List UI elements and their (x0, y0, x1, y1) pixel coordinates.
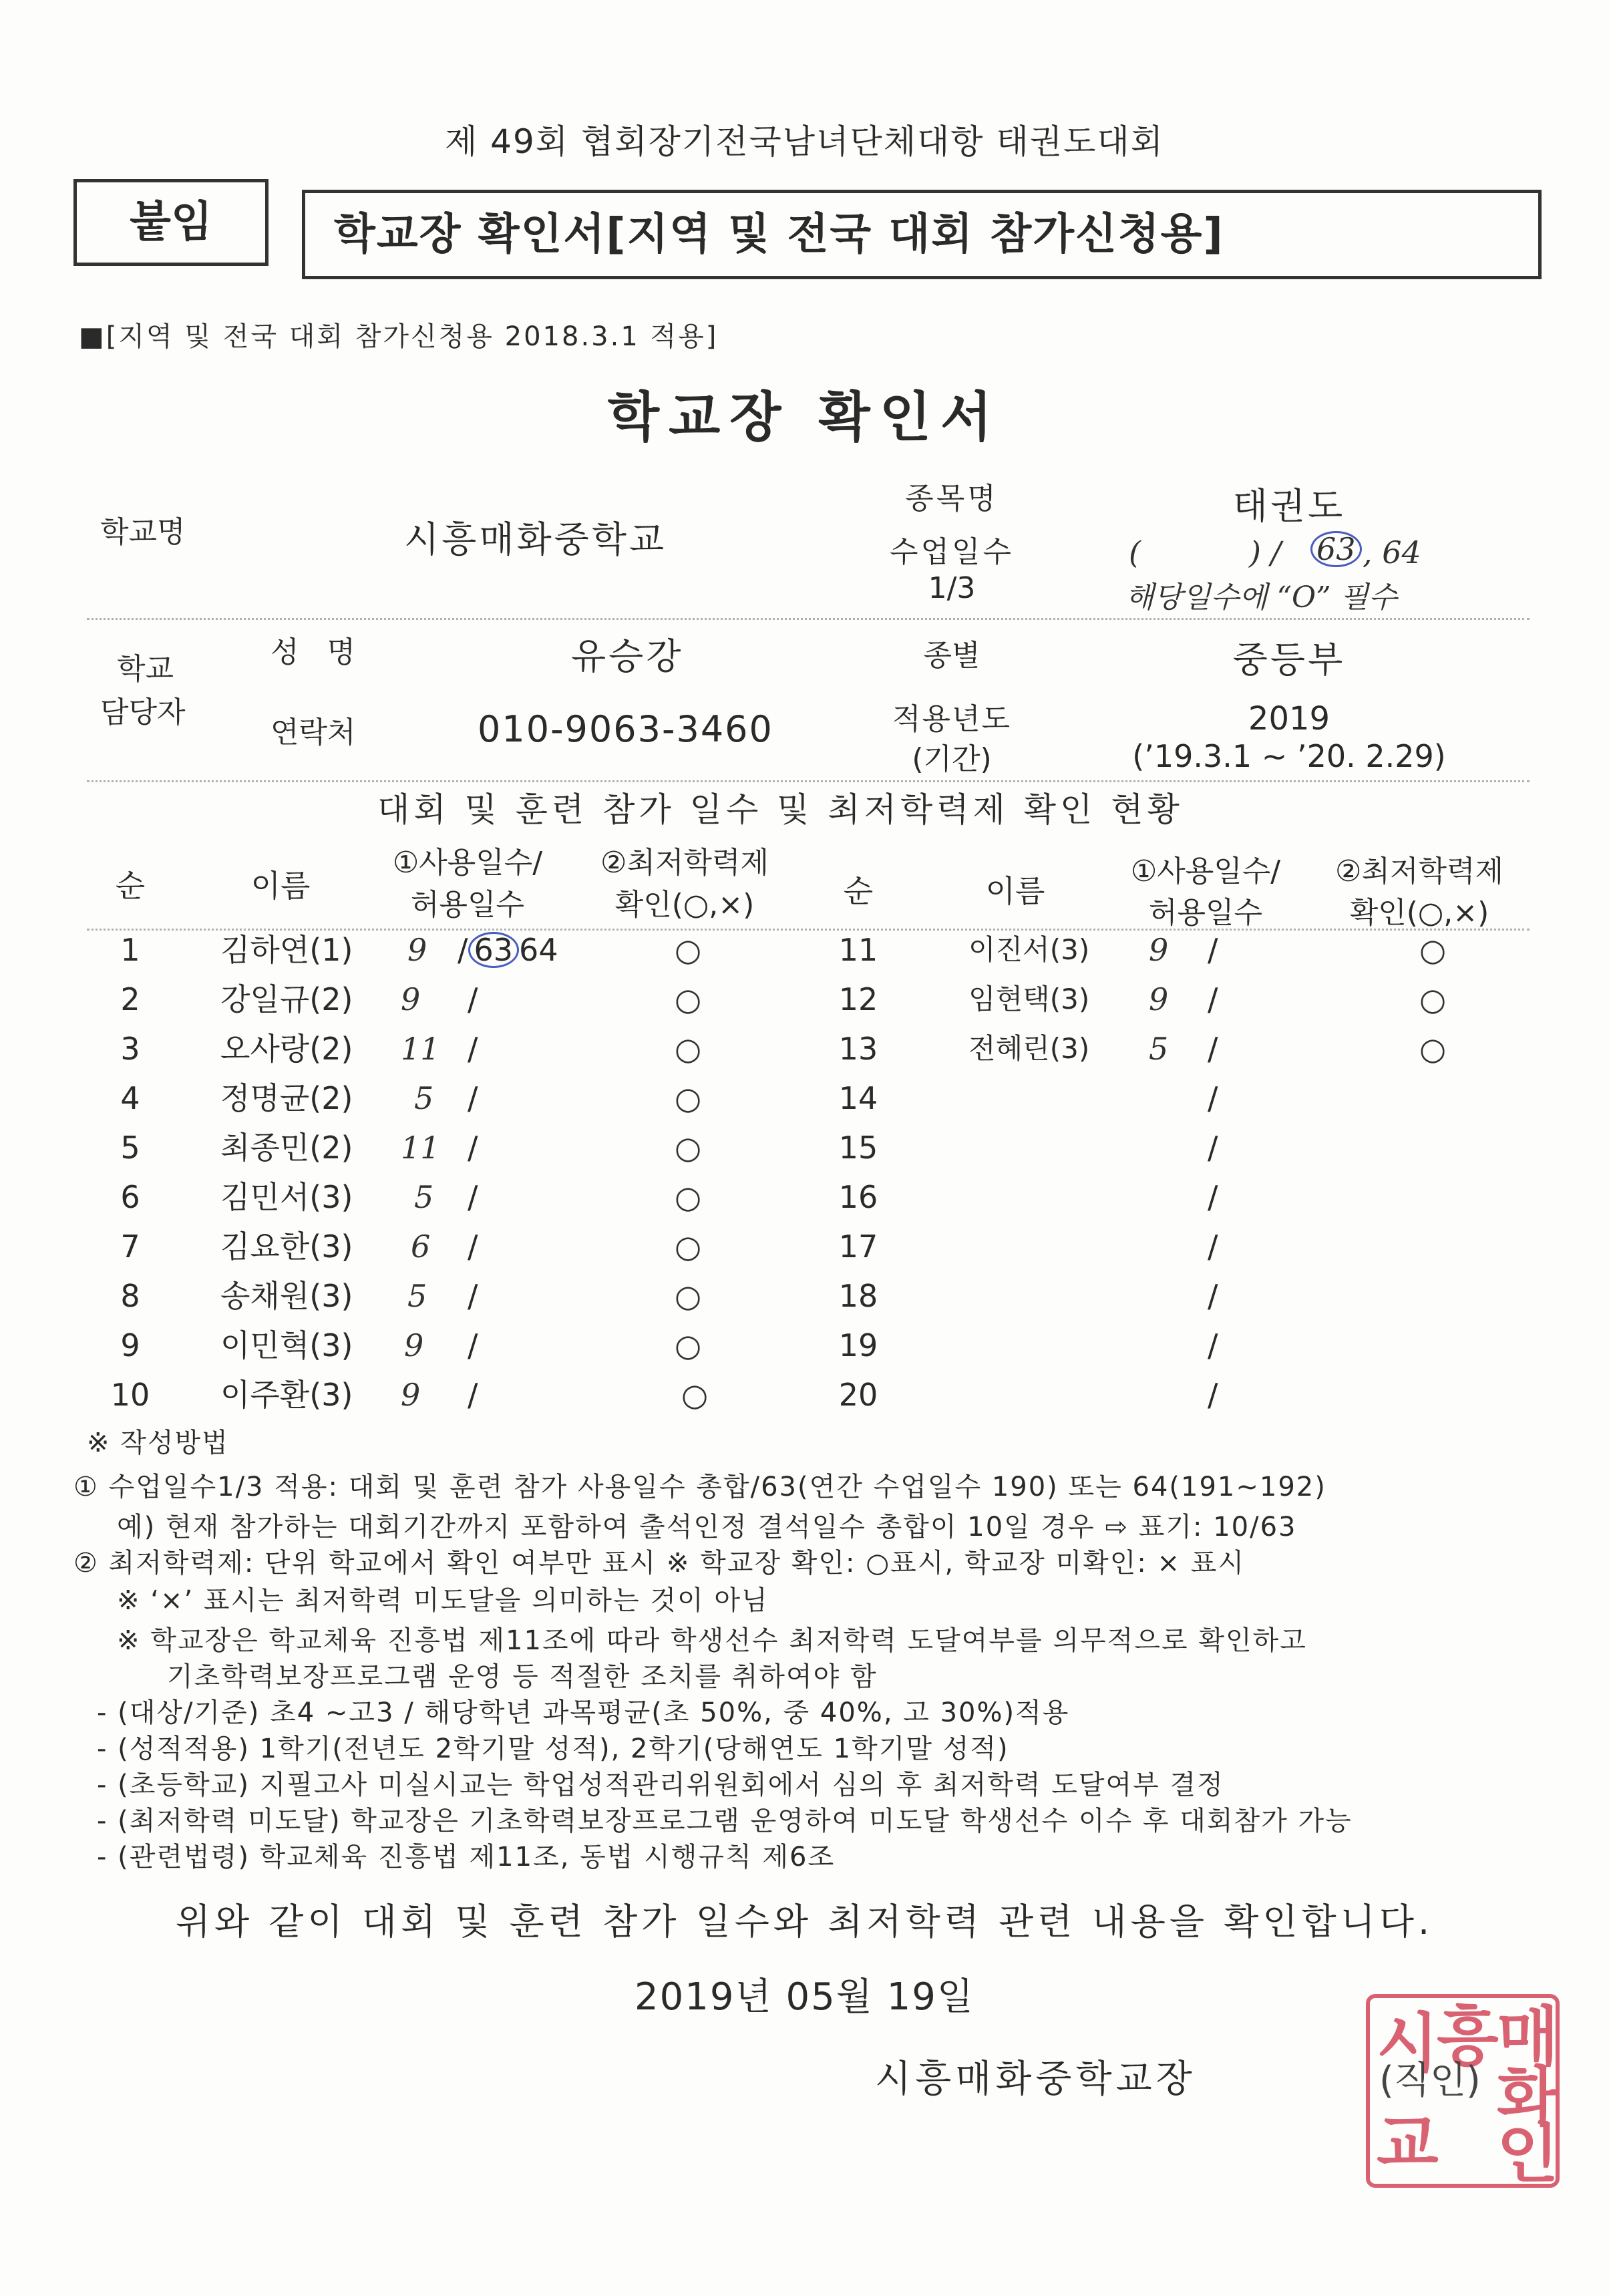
event-value: 태권도 (1232, 485, 1346, 527)
row-slash: / (468, 1228, 478, 1265)
row-name: 최종민(2) (220, 1130, 353, 1166)
row-no: 6 (120, 1179, 140, 1215)
row-no: 10 (110, 1377, 150, 1413)
row-name: 김하연(1) (220, 932, 353, 968)
row-no: 17 (838, 1228, 878, 1265)
header-no-left: 순 (115, 868, 146, 904)
row-days: 5 (414, 1080, 434, 1116)
row-slash: / (468, 1179, 478, 1215)
row-no: 9 (120, 1327, 140, 1363)
row-no: 19 (838, 1327, 878, 1363)
row-no: 3 (120, 1031, 140, 1067)
instruction-line: ① 수업일수1/3 적용: 대회 및 훈련 참가 사용일수 총합/63(연간 수업일수 190) 또는 64(191~192) (73, 1472, 1326, 1502)
instruction-line: 예) 현재 참가하는 대회기간까지 포함하여 출석인정 결석일수 총합이 10일 경우 ⇨ 표기: 10/63 (117, 1512, 1297, 1542)
row-slash: / (1208, 1179, 1218, 1215)
event-label: 종목명 (905, 482, 999, 516)
table-caption: 대회 및 훈련 참가 일수 및 최저학력제 확인 현황 (377, 790, 1184, 829)
year-value: 2019 (1248, 700, 1330, 737)
document-date: 2019년 05월 19일 (635, 1975, 974, 2019)
event-title: 제 49회 협회장기전국남녀단체대항 태권도대회 (444, 122, 1164, 161)
row-slash: / (1208, 932, 1218, 968)
row-check: ○ (675, 981, 702, 1017)
days-63: 63 (1310, 531, 1362, 567)
seal-glyph: 시 (1377, 2006, 1439, 2081)
row-days: 9 (407, 932, 427, 968)
seal-glyph: 인 (1497, 2116, 1559, 2191)
application-note: ■[지역 및 전국 대회 참가신청용 2018.3.1 적용] (79, 321, 719, 352)
phone-value: 010-9063-3460 (478, 708, 773, 750)
header-days2-left: 허용일수 (410, 888, 524, 922)
doc-title: 학교장 확인서[지역 및 전국 대회 참가신청용] (334, 210, 1224, 259)
row-no: 18 (838, 1278, 878, 1314)
row-check: ○ (1419, 932, 1447, 968)
row-slash: / (1208, 981, 1218, 1017)
division-value: 중등부 (1232, 639, 1346, 681)
header-grade2-left: 확인(○,×) (614, 888, 755, 922)
row-days: 9 (1149, 932, 1169, 968)
row-slash: / (1208, 1278, 1218, 1314)
row-slash: / (468, 1327, 478, 1363)
row-allowed: / 63 64 (458, 932, 558, 968)
row-slash: / (1208, 1228, 1218, 1265)
confirmation-statement: 위와 같이 대회 및 훈련 참가 일수와 최저학력 관련 내용을 확인합니다. (175, 1901, 1434, 1943)
days-close: ) / (1249, 534, 1282, 570)
row-check: ○ (675, 1179, 702, 1215)
row-slash: / (1208, 1031, 1218, 1067)
school-name: 시흥매화중학교 (404, 518, 667, 560)
phone-label: 연락처 (271, 715, 356, 750)
table-row (0, 1123, 1609, 1172)
row-check: ○ (675, 1278, 702, 1314)
header-days2-right: 허용일수 (1148, 896, 1262, 930)
seal-glyph: 교 (1377, 2106, 1439, 2181)
days-label-fraction: 1/3 (928, 571, 976, 605)
days-64: , 64 (1363, 534, 1421, 570)
instruction-line: - (대상/기준) 초4 ~고3 / 해당학년 과목평균(초 50%, 중 40%, 고 30%)적용 (97, 1697, 1070, 1728)
header-name-right: 이름 (985, 873, 1045, 909)
row-days: 5 (407, 1278, 427, 1314)
row-name: 김민서(3) (220, 1179, 353, 1215)
name-value: 유승강 (571, 635, 684, 677)
row-no: 11 (838, 932, 878, 968)
header-name-left: 이름 (250, 868, 311, 904)
row-name: 김요한(3) (220, 1228, 353, 1265)
name-label: 성 명 (271, 635, 365, 669)
row-check: ○ (681, 1377, 709, 1413)
contact-label-2: 담당자 (100, 695, 186, 729)
header-days1-right: ①사용일수/ (1130, 854, 1281, 888)
header-grade1-left: ②최저학력제 (600, 846, 769, 880)
row-name: 이진서(3) (968, 933, 1090, 966)
seal-label: (직인) (1379, 2059, 1481, 2102)
row-slash: / (1208, 1377, 1218, 1413)
row-no: 16 (838, 1179, 878, 1215)
principal-name: 시흥매화중학교장 (875, 2058, 1196, 2101)
row-name: 강일규(2) (220, 981, 353, 1017)
row-no: 14 (838, 1080, 878, 1116)
row-slash: / (1208, 1080, 1218, 1116)
days-note: 해당일수에 “O” 필수 (1125, 581, 1397, 615)
instruction-line: ※ 학교장은 학교체육 진흥법 제11조에 따라 학생선수 최저학력 도달여부를 의무적으로 확인하고 (117, 1625, 1307, 1656)
row-check: ○ (1419, 981, 1447, 1017)
row-no: 7 (120, 1228, 140, 1265)
period-value: (’19.3.1 ~ ’20. 2.29) (1132, 738, 1446, 774)
row-name: 이민혁(3) (220, 1327, 353, 1363)
header-no-right: 순 (843, 873, 874, 909)
year-label: 적용년도 (892, 702, 1011, 736)
row-slash: / (1208, 1130, 1218, 1166)
row-days: 9 (404, 1327, 424, 1363)
row-name: 이주환(3) (220, 1377, 353, 1413)
row-check: ○ (1419, 1031, 1447, 1067)
row-no: 5 (120, 1130, 140, 1166)
table-row (0, 1074, 1609, 1123)
row-slash: / (468, 1080, 478, 1116)
row-slash: / (468, 1278, 478, 1314)
attachment-tag: 붙임 (130, 198, 212, 247)
info-bottom-divider (87, 780, 1530, 782)
table-row (0, 1172, 1609, 1222)
row-days: 9 (1149, 981, 1169, 1017)
row-name: 전혜린(3) (968, 1032, 1090, 1065)
table-row (0, 975, 1609, 1024)
division-label: 종별 (923, 639, 980, 673)
info-divider (87, 618, 1530, 620)
row-no: 13 (838, 1031, 878, 1067)
row-check: ○ (675, 1080, 702, 1116)
header-grade1-right: ②최저학력제 (1335, 854, 1503, 888)
row-name: 오사랑(2) (220, 1031, 353, 1067)
year-label-period: (기간) (912, 742, 992, 776)
header-grade2-right: 확인(○,×) (1349, 896, 1489, 930)
table-row (0, 1370, 1609, 1420)
row-check: ○ (675, 1228, 702, 1265)
table-row (0, 1271, 1609, 1321)
row-no: 15 (838, 1130, 878, 1166)
row-days: 9 (401, 981, 421, 1017)
instruction-line: - (최저학력 미도달) 학교장은 기초학력보장프로그램 운영하여 미도달 학생선수 이수 후 대회참가 가능 (97, 1806, 1353, 1836)
row-no: 2 (120, 981, 140, 1017)
row-no: 8 (120, 1278, 140, 1314)
row-days: 5 (1149, 1031, 1169, 1067)
row-check: ○ (675, 932, 702, 968)
allowed-63: 63 (468, 932, 520, 968)
row-days: 9 (401, 1377, 421, 1413)
row-check: ○ (675, 1031, 702, 1067)
main-title: 학교장 확인서 (607, 386, 1002, 448)
row-no: 12 (838, 981, 878, 1017)
table-row (0, 1321, 1609, 1370)
allowed-64: 64 (519, 932, 558, 968)
days-open: ( (1129, 534, 1141, 570)
row-slash: / (468, 981, 478, 1017)
row-name: 송채원(3) (220, 1278, 353, 1314)
row-slash: / (468, 1130, 478, 1166)
row-slash: / (1208, 1327, 1218, 1363)
school-label: 학교명 (100, 515, 186, 549)
row-name: 정명균(2) (220, 1080, 353, 1116)
row-check: ○ (675, 1327, 702, 1363)
table-row (0, 1222, 1609, 1271)
instruction-line: ※ ‘×’ 표시는 최저학력 미도달을 의미하는 것이 아님 (117, 1585, 769, 1616)
days-label: 수업일수 (889, 535, 1014, 569)
row-check: ○ (675, 1130, 702, 1166)
row-days: 5 (414, 1179, 434, 1215)
row-no: 1 (120, 932, 140, 968)
instruction-line: ② 최저학력제: 단위 학교에서 확인 여부만 표시 ※ 학교장 확인: ○표시, 학교장 미확인: × 표시 (73, 1548, 1246, 1579)
days-63-circled (1310, 531, 1362, 567)
table-row (0, 925, 1609, 975)
seal-glyph: 화 (1497, 2060, 1559, 2134)
row-name: 임현택(3) (968, 983, 1090, 1015)
row-days: 11 (401, 1130, 440, 1166)
row-days: 6 (411, 1228, 431, 1265)
instruction-line: - (성적적용) 1학기(전년도 2학기말 성적), 2학기(당해연도 1학기말 성적) (97, 1734, 1009, 1764)
row-days: 11 (401, 1031, 440, 1067)
contact-label-1: 학교 (117, 652, 174, 686)
instructions-title: ※ 작성방법 (87, 1428, 229, 1458)
instruction-line: - (관련법령) 학교체육 진흥법 제11조, 동법 시행규칙 제6조 (97, 1842, 836, 1872)
seal-glyph: 흥 (1437, 1999, 1499, 2074)
row-slash: / (468, 1377, 478, 1413)
instruction-line: - (초등학교) 지필고사 미실시교는 학업성적관리위원회에서 심의 후 최저학력 도달여부 결정 (97, 1770, 1224, 1800)
header-days1-left: ①사용일수/ (392, 846, 543, 880)
row-no: 20 (838, 1377, 878, 1413)
instruction-line: 기초학력보장프로그램 운영 등 적절한 조치를 취하여야 함 (167, 1661, 878, 1692)
seal-glyph: 매 (1497, 1999, 1559, 2074)
row-slash: / (468, 1031, 478, 1067)
table-row (0, 1024, 1609, 1074)
row-no: 4 (120, 1080, 140, 1116)
